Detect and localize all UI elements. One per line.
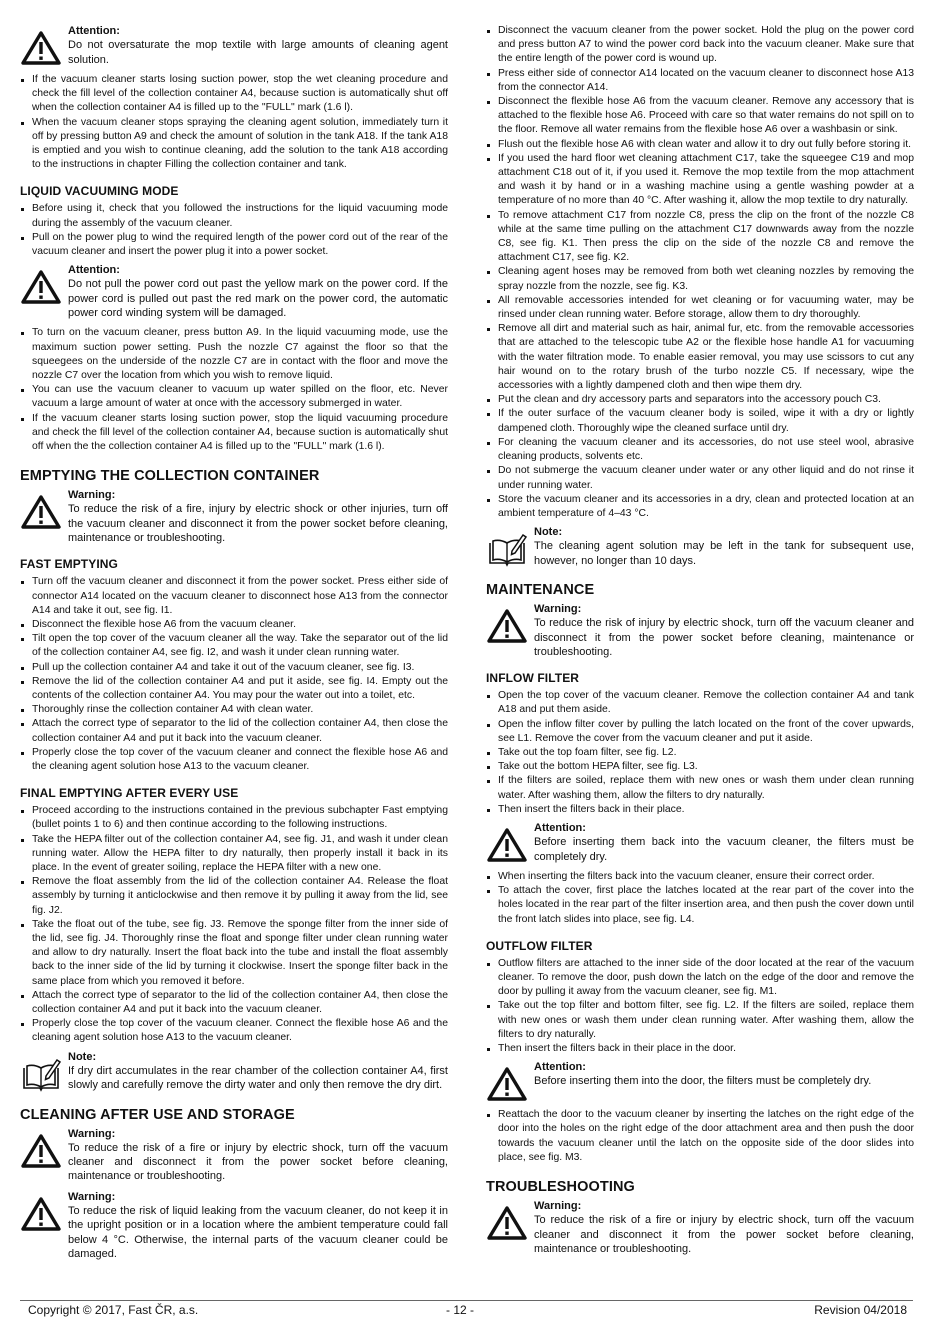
notice-title: Note: xyxy=(534,526,563,539)
list-item: All removable accessories intended for wet cleaning or for vacuuming water, may be rinsed under clean running water. Before storage, allow them to dry thoroughly. xyxy=(486,294,914,322)
list-item: To remove attachment C17 from nozzle C8, press the clip on the front of the nozzle C8 while at the same time pulling on the attachment C17 downwards away from the nozzle C8, see fig. K1. Then press the clip on the side of the nozzle C8 and remove the attachment C17, see fig. K2. xyxy=(486,209,914,266)
warning-triangle-icon xyxy=(486,608,528,644)
list-item: Properly close the top cover of the vacuum cleaner and connect the flexible hose A6 and the cleaning agent solution hose A13 to the vacuum cleaner. xyxy=(20,746,448,774)
storage-list xyxy=(486,24,914,521)
liquid-list xyxy=(20,202,448,259)
notice-text: The cleaning agent solution may be left in the tank for subsequent use, however, no longer than 10 days. xyxy=(534,540,914,567)
section-heading: OUTFLOW FILTER xyxy=(486,938,593,953)
note-book-icon xyxy=(20,1056,62,1092)
list-item: To turn on the vacuum cleaner, press button A9. In the liquid vacuuming mode, use the maximum suction power setting. Push the nozzle C7 against the floor so that the squeegees on the underside of the nozzle C7 are in contact with the floor and move the nozzle C7 over the location from which you wish to remove liquid. xyxy=(20,326,448,383)
list-item: Properly close the top cover of the vacuum cleaner. Connect the flexible hose A6 and the cleaning agent solution hose A13 to the vacuum cleaner. xyxy=(20,1017,448,1045)
list-item: Take out the top filter and bottom filter, see fig. L2. If the filters are soiled, replace them with new ones or wash them under clean running water. After washing them, allow the filters to dry naturally. xyxy=(486,999,914,1042)
list-item: When inserting the filters back into the vacuum cleaner, ensure their correct order. xyxy=(486,870,914,884)
list-item: Outflow filters are attached to the inner side of the door located at the rear of the vacuum cleaner. To remove the door, push down the latch on the edge of the door and remove the door by pulling it away from the vacuum cleaner, see fig. M1. xyxy=(486,957,914,1000)
list-item: Then insert the filters back in their place in the door. xyxy=(486,1042,914,1056)
warning-triangle-icon xyxy=(20,494,62,530)
warning-triangle-icon xyxy=(20,1196,62,1232)
revision-text: Revision 04/2018 xyxy=(814,1303,907,1317)
list-item: Remove the float assembly from the lid of the collection container A4. Release the float assembly by turning it anticlockwise and then remove it by pulling it away from the lid, see fig. J2. xyxy=(20,875,448,918)
warning-triangle-icon xyxy=(486,1066,528,1102)
fast-emptying-list xyxy=(20,575,448,774)
list-item: You can use the vacuum cleaner to vacuum up water spilled on the floor, etc. Never vacuum a large amount of water at once with the accessory submerged in water. xyxy=(20,383,448,411)
liquid-list xyxy=(20,326,448,454)
final-emptying-list xyxy=(20,804,448,1045)
warning-notice xyxy=(486,1199,914,1256)
list-item: If the filters are soiled, replace them with new ones or wash them under clean running water. After washing them, allow the filters to dry naturally. xyxy=(486,774,914,802)
notice-text: Before inserting them back into the vacuum cleaner, the filters must be completely dry. xyxy=(534,836,914,863)
list-item: Thoroughly rinse the collection container A4 with clean water. xyxy=(20,703,448,717)
list-item: For cleaning the vacuum cleaner and its accessories, do not use steel wool, abrasive cleaning products, solvents etc. xyxy=(486,436,914,464)
notice-text: Before inserting them into the door, the filters must be completely dry. xyxy=(534,1075,872,1088)
section-heading: FAST EMPTYING xyxy=(20,557,118,572)
note-notice xyxy=(486,525,914,568)
list-item: Turn off the vacuum cleaner and disconnect it from the power socket. Press either side of connector A14 located on the vacuum cleaner to disconnect hose A13 from the connector A14 and take it out, see fig. I1. xyxy=(20,575,448,618)
notice-title: Attention: xyxy=(68,25,120,37)
inflow-list xyxy=(486,870,914,927)
notice-text: If dry dirt accumulates in the rear chamber of the collection container A4, first slowly and carefully remove the dirty water and only then remove the dry dirt. xyxy=(68,1064,448,1092)
notice-text: To reduce the risk of a fire or injury by electric shock, turn off the vacuum cleaner and disconnect it from the power socket before cleaning, maintenance or troubleshooting. xyxy=(68,1141,448,1183)
outflow-list xyxy=(486,1108,914,1165)
list-item: Open the inflow filter cover by pulling the latch located on the front of the cover upwards, see L1. Remove the cover from the vacuum cleaner and put it aside. xyxy=(486,718,914,746)
list-item: Store the vacuum cleaner and its accessories in a dry, clean and protected location at an ambient temperature of 4–43 °C. xyxy=(486,493,914,521)
list-item: Pull on the power plug to wind the required length of the power cord out of the rear of the vacuum cleaner and insert the power plug it into a power socket. xyxy=(20,231,448,259)
outflow-list xyxy=(486,957,914,1056)
note-notice xyxy=(20,1050,448,1093)
attention-notice xyxy=(486,821,914,864)
warning-triangle-icon xyxy=(486,827,528,863)
attention-notice xyxy=(20,263,448,320)
list-item: Attach the correct type of separator to the lid of the collection container A4, then close the collection container A4 and put it back into the vacuum cleaner. xyxy=(20,717,448,745)
left-column xyxy=(20,22,448,1267)
notice-title: Warning: xyxy=(68,1127,116,1140)
list-item: Press either side of connector A14 located on the vacuum cleaner to disconnect hose A13 from the connector A14. xyxy=(486,67,914,95)
warning-notice xyxy=(20,1127,448,1184)
warning-triangle-icon xyxy=(20,1133,62,1169)
notice-title: Warning: xyxy=(534,603,582,615)
notice-title: Note: xyxy=(68,1050,97,1063)
notice-title: Warning: xyxy=(68,489,116,502)
wet-cleaning-list xyxy=(20,73,448,172)
list-item: Then insert the filters back in their place. xyxy=(486,803,914,817)
list-item: Put the clean and dry accessory parts and separators into the accessory pouch C3. xyxy=(486,393,914,407)
notice-title: Attention: xyxy=(68,264,120,277)
list-item: If you used the hard floor wet cleaning attachment C17, take the squeegee C19 and mop attachment C18 out of it, if you used it. Remove the mop textile from the mop attachment and wash it by hand or in a washing machine using a gentle washing powder at a temperature of no more than 40 °C. After washing it, allow the mop textile to dry naturally. xyxy=(486,152,914,209)
notice-title: Attention: xyxy=(534,822,586,835)
list-item: Attach the correct type of separator to the lid of the collection container A4, then close the collection container A4 and put it back into the vacuum cleaner. xyxy=(20,989,448,1017)
list-item: Disconnect the vacuum cleaner from the power socket. Hold the plug on the power cord and press button A7 to wind the power cord back into the vacuum cleaner. Make sure that the entire length of the power cord is wound up. xyxy=(486,24,914,67)
page-footer xyxy=(20,1300,913,1321)
list-item: Flush out the flexible hose A6 with clean water and allow it to dry out fully before storing it. xyxy=(486,138,914,152)
list-item: Remove all dirt and material such as hair, animal fur, etc. from the removable accessories that are attached to the telescopic tube A2 or the flexible hose handle A1 for vacuuming with the water filtration mode. To enable easier removal, you may use scissors to cut any hair wound on to the rotary brush of the turbo nozzle C5. If necessary, wipe the accessories with a lightly dampened cloth and then wipe them dry. xyxy=(486,322,914,393)
notice-text: To reduce the risk of injury by electric shock, turn off the vacuum cleaner and disconnect it from the power socket before cleaning, maintenance or troubleshooting. xyxy=(534,617,914,658)
warning-triangle-icon xyxy=(486,1205,528,1241)
list-item: Take the float out of the tube, see fig. J3. Remove the sponge filter from the inner side of the lid, see fig. J4. Thoroughly rinse the float and sponge filter under clean running water and allow to dry naturally. Insert the float back into the tube and install the float assembly back to the inner side of the lid by turning it clockwise. Insert the sponge filter back in the same place from which you removed it before. xyxy=(20,918,448,989)
list-item: Remove the lid of the collection container A4 and put it aside, see fig. I4. Empty out the contents of the collection container A4. You may pour the water out into a toilet, etc. xyxy=(20,675,448,703)
list-item: Cleaning agent hoses may be removed from both wet cleaning nozzles by removing the spray nozzle from the nozzle, see fig. K3. xyxy=(486,265,914,293)
list-item: Before using it, check that you followed the instructions for the liquid vacuuming mode during the assembly of the vacuum cleaner. xyxy=(20,202,448,230)
warning-triangle-icon xyxy=(20,30,62,66)
list-item: Take the HEPA filter out of the collection container A4, see fig. J1, and wash it under clean running water. Allow the HEPA filter to dry naturally, then properly install it back in its place. In the event of greater soiling, replace the HEPA filter with a new one. xyxy=(20,833,448,876)
list-item: Take out the top foam filter, see fig. L2. xyxy=(486,746,914,760)
list-item: Disconnect the flexible hose A6 from the vacuum cleaner. xyxy=(20,618,448,632)
copyright-text: Copyright © 2017, Fast ČR, a.s. xyxy=(28,1303,199,1317)
section-heading: LIQUID VACUUMING MODE xyxy=(20,184,179,199)
list-item: Open the top cover of the vacuum cleaner. Remove the collection container A4 and tank A18 and put them aside. xyxy=(486,689,914,717)
chapter-heading: EMPTYING THE COLLECTION CONTAINER xyxy=(20,468,320,485)
notice-text: To reduce the risk of a fire or injury by electric shock, turn off the vacuum cleaner and disconnect it from the power socket before cleaning, maintenance or troubleshooting. xyxy=(534,1214,914,1255)
list-item: Disconnect the flexible hose A6 from the vacuum cleaner. Remove any accessory that is attached to the flexible hose A6. Proceed with care so that water remains do not spill on to the floor. Remove all water remains from the flexible hose A6 over a washbasin or sink. xyxy=(486,95,914,138)
warning-triangle-icon xyxy=(20,269,62,305)
warning-notice xyxy=(20,488,448,545)
list-item: Do not submerge the vacuum cleaner under water or any other liquid and do not rinse it under running water. xyxy=(486,464,914,492)
list-item: Tilt open the top cover of the vacuum cleaner all the way. Take the separator out of the lid of the collection container A4, see fig. I2, and wash it under clean running water. xyxy=(20,632,448,660)
list-item: To attach the cover, first place the latches located at the rear part of the cover into the holes located in the rear part of the filter insertion area, and then push the cover down until the front latch slides into place, see fig. L4. xyxy=(486,884,914,927)
notice-text: Do not oversaturate the mop textile with large amounts of cleaning agent solution. xyxy=(68,39,448,66)
warning-notice xyxy=(486,602,914,659)
list-item: Take out the bottom HEPA filter, see fig. L3. xyxy=(486,760,914,774)
list-item: If the outer surface of the vacuum cleaner body is soiled, wipe it with a dry or lightly dampened cloth. Thoroughly wipe the cleaned surface until dry. xyxy=(486,407,914,435)
inflow-list xyxy=(486,689,914,817)
section-heading: INFLOW FILTER xyxy=(486,671,580,686)
chapter-heading: CLEANING AFTER USE AND STORAGE xyxy=(20,1106,295,1123)
list-item: When the vacuum cleaner stops spraying the cleaning agent solution, immediately turn it off by pressing button A9 and check the amount of solution in the tank A18. If the tank A18 is emptied and you wish to continue cleaning, add the solution to the tank A18 according to the instructions in chapter Filling the collection container and tank. xyxy=(20,116,448,173)
page-number: - 12 - xyxy=(446,1303,475,1317)
notice-title: Warning: xyxy=(68,1190,116,1203)
notice-title: Warning: xyxy=(534,1199,582,1212)
notice-title: Attention: xyxy=(534,1061,586,1074)
list-item: If the vacuum cleaner starts losing suction power, stop the liquid vacuuming procedure and check the fill level of the collection container A4, because suction is automatically shut off when the the collection container A4 is filled up to the "FULL" mark (1.6 l). xyxy=(20,412,448,455)
section-heading: FINAL EMPTYING AFTER EVERY USE xyxy=(20,786,239,801)
chapter-heading: MAINTENANCE xyxy=(486,582,595,598)
list-item: Proceed according to the instructions contained in the previous subchapter Fast emptying (bullet points 1 to 6) and then continue according to the following instructions. xyxy=(20,804,448,832)
list-item: Pull up the collection container A4 and take it out of the vacuum cleaner, see fig. I3. xyxy=(20,661,448,675)
notice-text: To reduce the risk of liquid leaking from the vacuum cleaner, do not keep it in the upright position or in a location where the ambient temperature could fall below 4 °C. Otherwise, the internal parts of the vacuum cleaner could be damaged. xyxy=(68,1205,448,1260)
attention-notice xyxy=(20,24,448,67)
right-column xyxy=(486,22,914,1262)
note-book-icon xyxy=(486,531,528,567)
list-item: If the vacuum cleaner starts losing suction power, stop the wet cleaning procedure and check the fill level of the collection container A4, because suction is automatically shut off when the collection container A4 is filled up to the "FULL" mark (1.6 l). xyxy=(20,73,448,116)
notice-text: To reduce the risk of a fire, injury by electric shock or other injuries, turn off the vacuum cleaner and disconnect it from the power socket before cleaning, maintenance or troubleshooting. xyxy=(68,503,448,545)
warning-notice xyxy=(20,1190,448,1261)
notice-text: Do not pull the power cord out past the yellow mark on the power cord. If the power cord is pulled out past the red mark on the power cord, the automatic power cord winding system will be damaged. xyxy=(68,278,448,320)
list-item: Reattach the door to the vacuum cleaner by inserting the latches on the right edge of the door into the holes on the right edge of the door attachment area and then push the door towards the vacuum cleaner until the latch on the opposite side of the door slides into place, see fig. M3. xyxy=(486,1108,914,1165)
chapter-heading: TROUBLESHOOTING xyxy=(486,1178,635,1195)
attention-notice xyxy=(486,1060,914,1102)
